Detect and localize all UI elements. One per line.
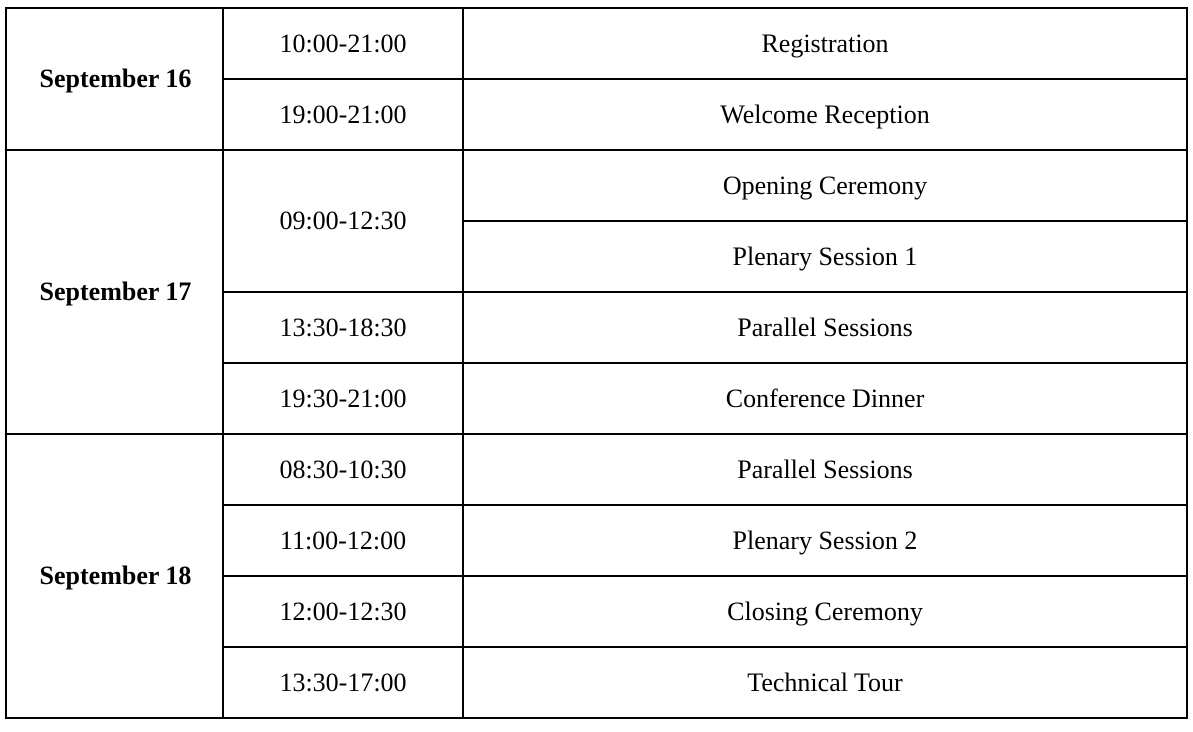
event-name: Closing Ceremony: [463, 576, 1187, 647]
table-row: [6, 8, 1187, 79]
day-label: September 18: [6, 434, 223, 718]
time-slot: 13:30-17:00: [223, 647, 463, 718]
event-name: Technical Tour: [463, 647, 1187, 718]
event-name: Plenary Session 1: [463, 221, 1187, 292]
time-slot: 08:30-10:30: [223, 434, 463, 505]
event-name: Registration: [463, 8, 1187, 79]
table-row: [6, 150, 1187, 221]
time-slot: 13:30-18:30: [223, 292, 463, 363]
schedule-table: [5, 7, 1188, 719]
time-slot: 12:00-12:30: [223, 576, 463, 647]
event-name: Welcome Reception: [463, 79, 1187, 150]
time-slot: 10:00-21:00: [223, 8, 463, 79]
table-row: [6, 434, 1187, 505]
time-slot: 11:00-12:00: [223, 505, 463, 576]
day-label: September 17: [6, 150, 223, 434]
event-name: Parallel Sessions: [463, 434, 1187, 505]
day-label: September 16: [6, 8, 223, 150]
event-name: Conference Dinner: [463, 363, 1187, 434]
time-slot: 19:30-21:00: [223, 363, 463, 434]
event-name: Parallel Sessions: [463, 292, 1187, 363]
event-name: Plenary Session 2: [463, 505, 1187, 576]
event-name: Opening Ceremony: [463, 150, 1187, 221]
time-slot: 09:00-12:30: [223, 150, 463, 292]
time-slot: 19:00-21:00: [223, 79, 463, 150]
